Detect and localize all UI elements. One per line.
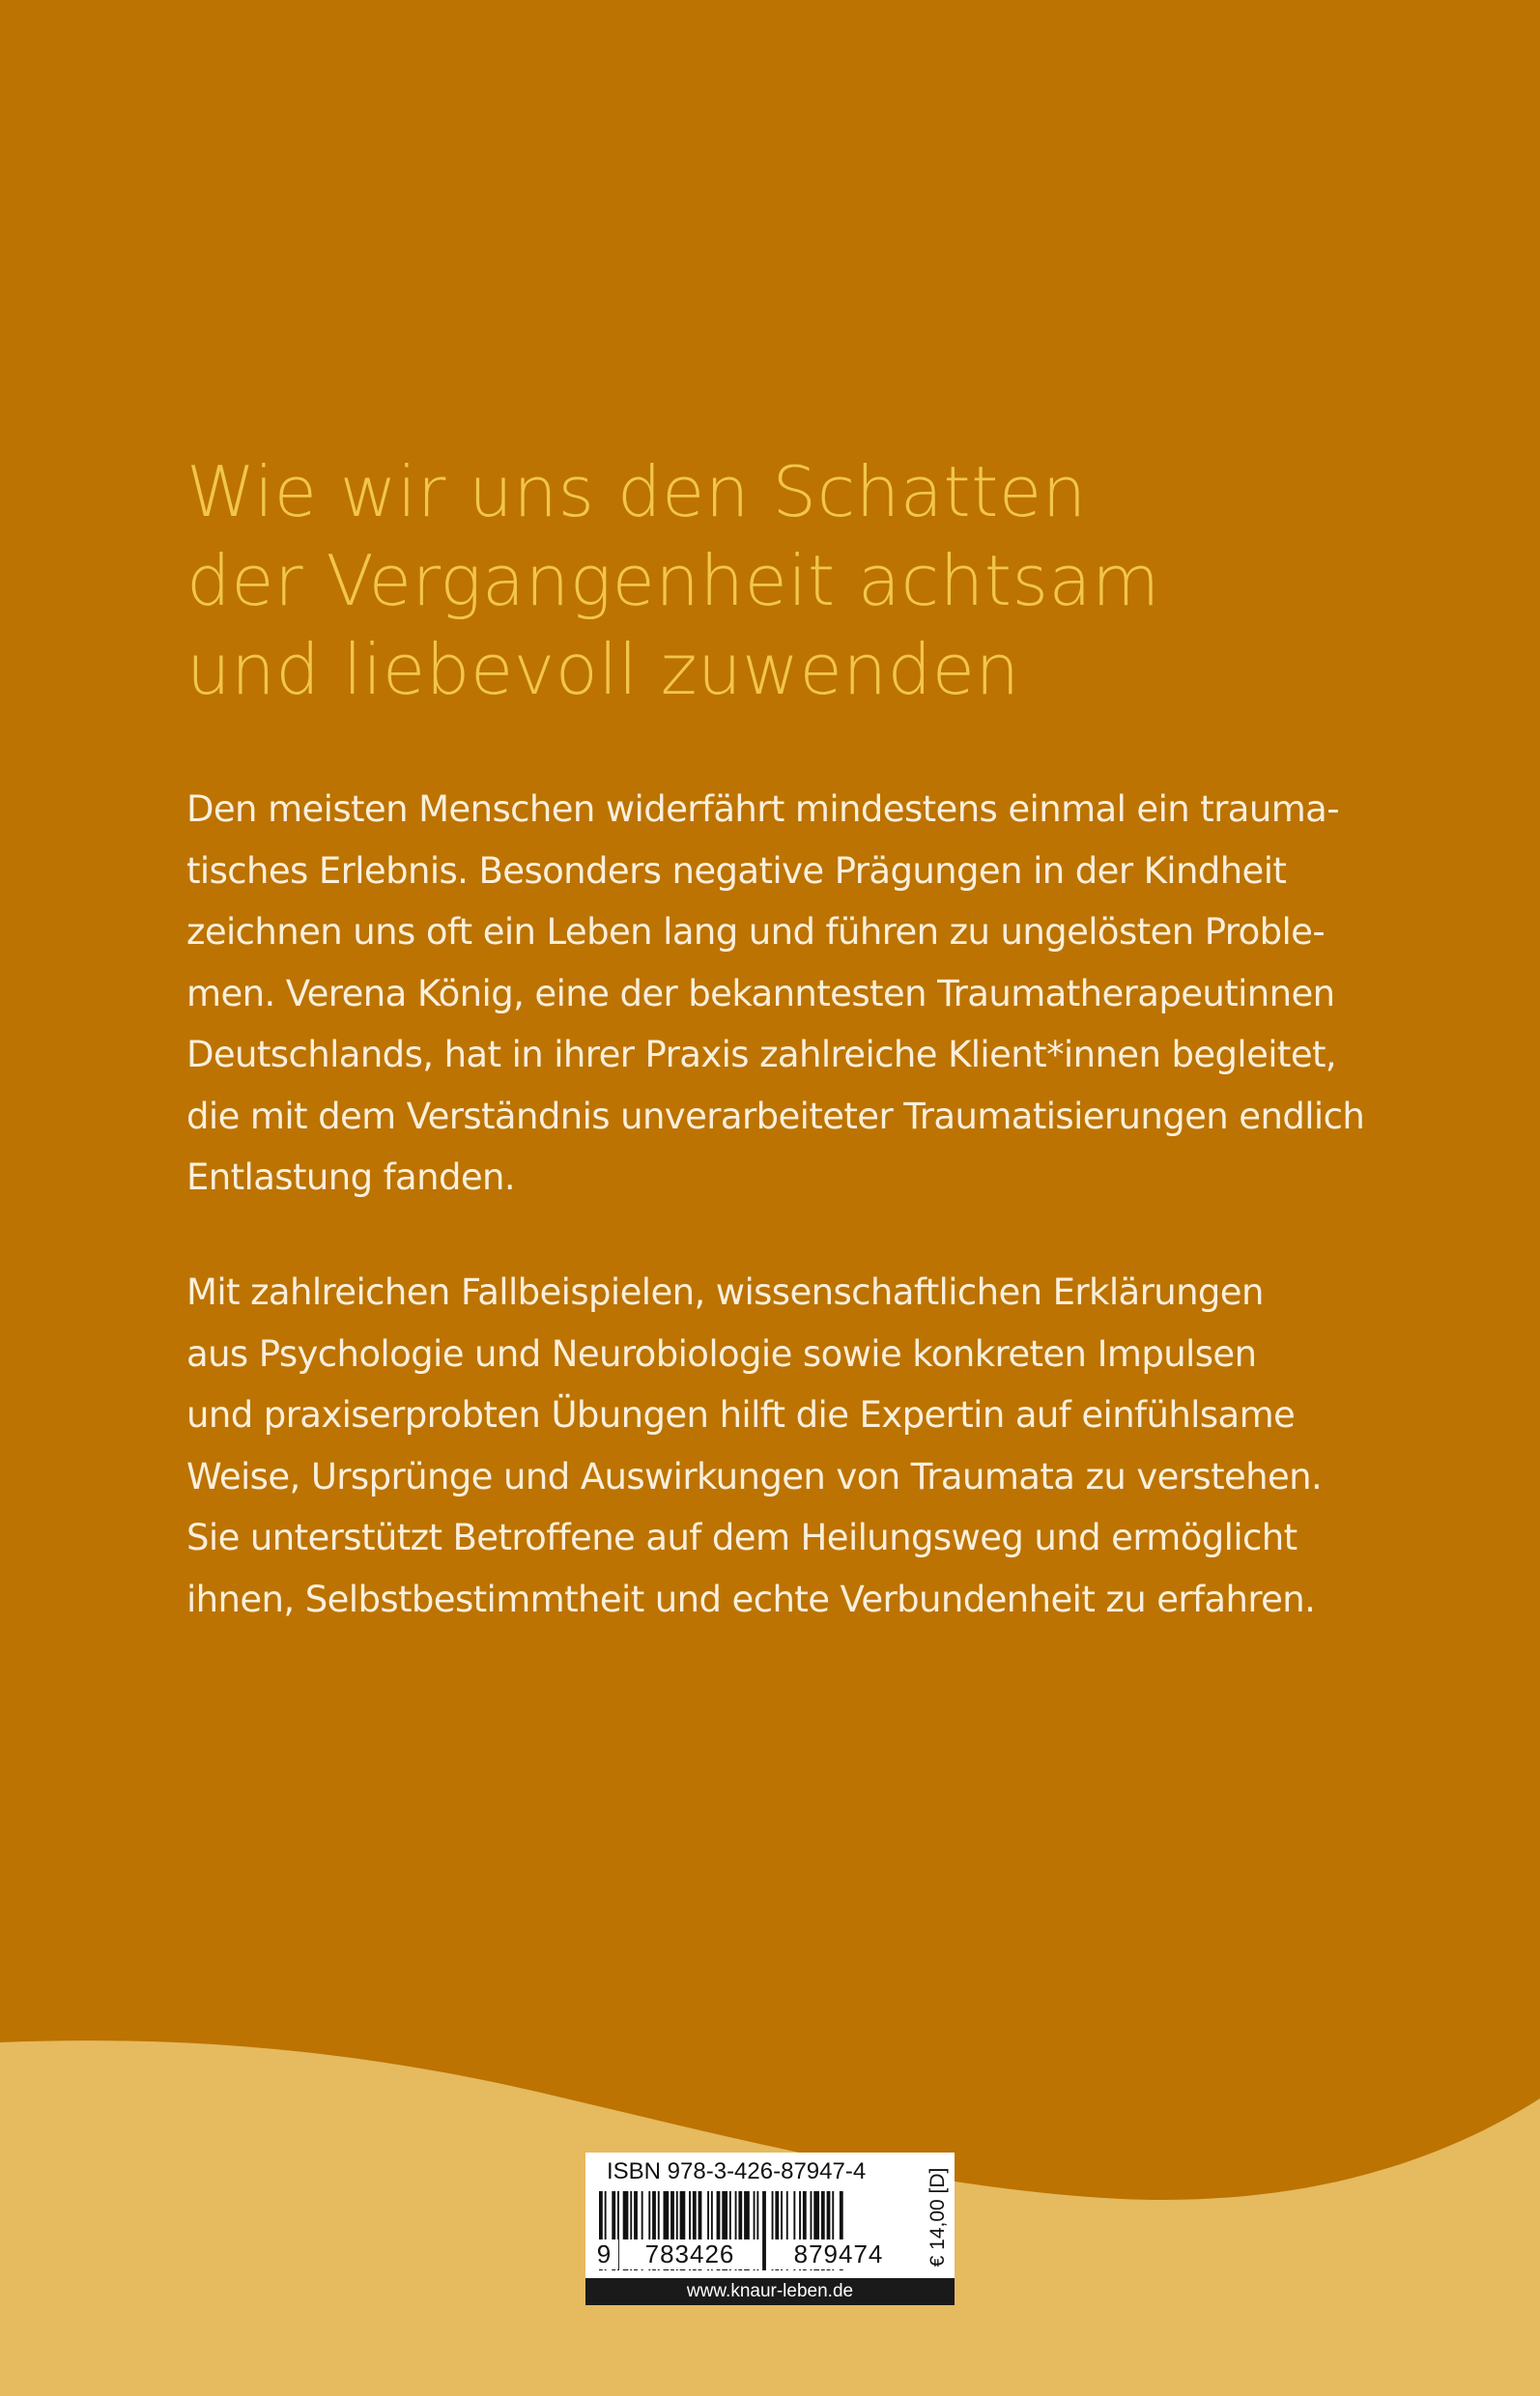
barcode-digit-first: 9 [589, 2239, 618, 2269]
paragraph-line: Den meisten Menschen widerfährt mindestens einmal ein trauma- [186, 788, 1340, 830]
paragraph-line: ihnen, Selbstbestimmtheit und echte Verbundenheit zu erfahren. [186, 1578, 1316, 1620]
headline-line: Wie wir uns den Schatten [186, 451, 1087, 532]
isbn-barcode [585, 2153, 955, 2278]
publisher-website: www.knaur-leben.de [585, 2278, 955, 2305]
paragraph-line: Mit zahlreichen Fallbeispielen, wissenschaftlichen Erklärungen [186, 1271, 1264, 1313]
paragraph-line: Entlastung fanden. [186, 1156, 516, 1198]
paragraph-line: zeichnen uns oft ein Leben lang und führen zu ungelösten Proble- [186, 911, 1326, 953]
headline [186, 447, 1394, 714]
paragraph-line: Sie unterstützt Betroffene auf dem Heilungsweg und ermöglicht [186, 1517, 1298, 1558]
headline-line: und liebevoll zuwenden [186, 629, 1020, 710]
barcode-digits [585, 2239, 920, 2269]
paragraph-line: Weise, Ursprünge und Auswirkungen von Traumata zu verstehen. [186, 1455, 1323, 1498]
paragraph-line: men. Verena König, eine der bekanntesten Traumatherapeutinnen [186, 972, 1335, 1014]
paragraph-line: die mit dem Verständnis unverarbeiteter Traumatisierungen endlich [186, 1095, 1365, 1137]
isbn-number: ISBN 978-3-426-87947-4 [607, 2158, 867, 2184]
price-label: € 14,00 [D] [927, 2167, 949, 2268]
paragraph-line: tisches Erlebnis. Besonders negative Prägungen in der Kindheit [186, 849, 1287, 892]
paragraph-line: Deutschlands, hat in ihrer Praxis zahlreiche Klient*innen begleitet, [186, 1034, 1337, 1075]
description-paragraph-1 [186, 779, 1394, 1209]
barcode-digits-right: 879474 [769, 2239, 908, 2269]
barcode-digits-left: 783426 [620, 2239, 759, 2269]
paragraph-line: aus Psychologie und Neurobiologie sowie konkreten Impulsen [186, 1332, 1257, 1375]
headline-line: der Vergangenheit achtsam [186, 540, 1160, 621]
description-paragraph-2 [186, 1262, 1394, 1630]
paragraph-line: und praxiserprobten Übungen hilft die Expertin auf einfühlsame [186, 1394, 1296, 1436]
